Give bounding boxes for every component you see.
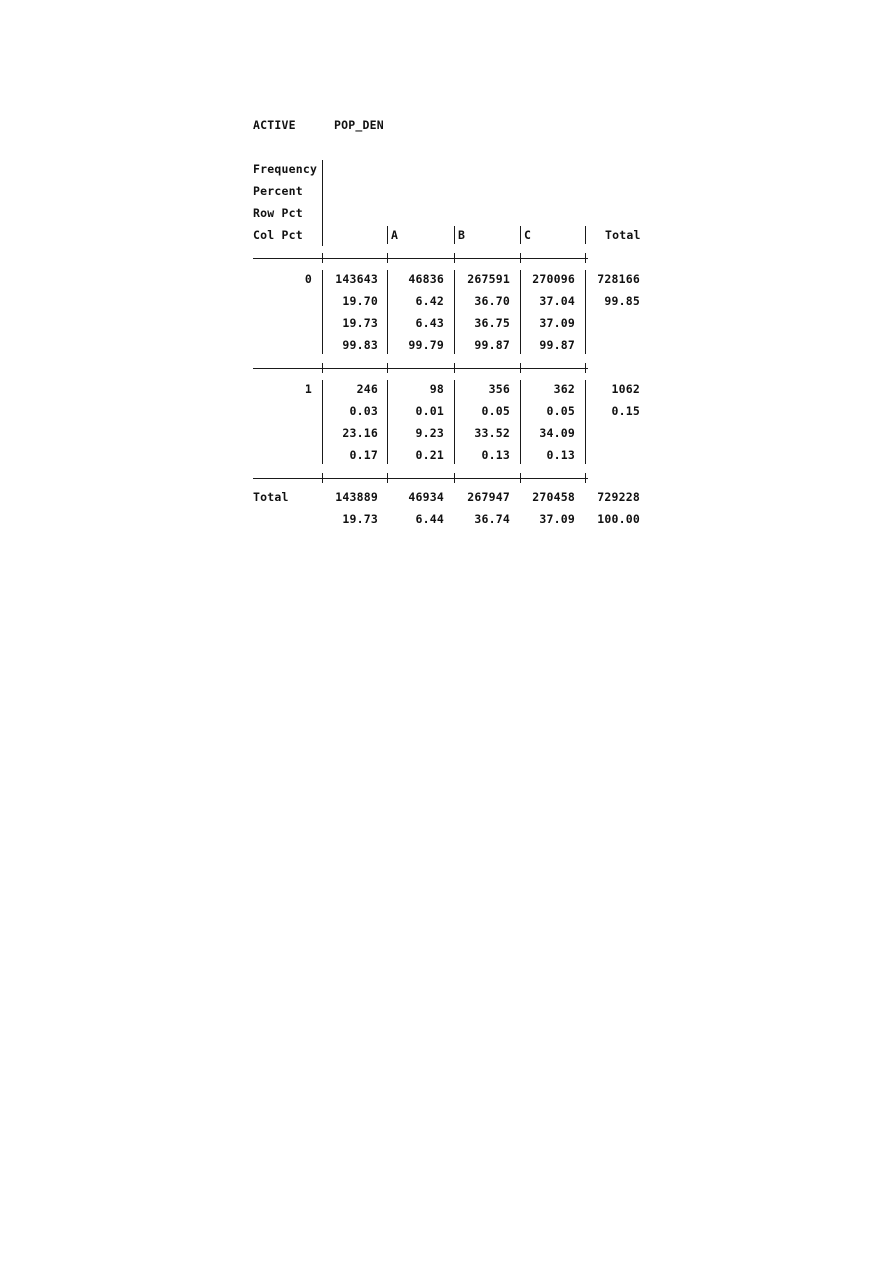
table-divider xyxy=(520,226,521,244)
column-total: 6.44 xyxy=(415,512,444,526)
column-total: 46934 xyxy=(408,490,444,504)
table-cell: 36.70 xyxy=(474,294,510,308)
row-total: 728166 xyxy=(597,272,640,286)
table-divider xyxy=(585,270,586,354)
rule-tick xyxy=(585,253,586,263)
table-cell: 0.13 xyxy=(546,448,575,462)
table-cell: 9.23 xyxy=(415,426,444,440)
total-header: Total xyxy=(605,228,641,242)
table-cell: 37.09 xyxy=(539,316,575,330)
column-header: C xyxy=(524,228,532,242)
rule-tick xyxy=(322,363,323,373)
rule-tick xyxy=(387,473,388,483)
table-divider xyxy=(454,380,455,464)
table-divider xyxy=(520,380,521,464)
table-cell: 0.05 xyxy=(546,404,575,418)
row-total: 99.85 xyxy=(604,294,640,308)
legend-label: Col Pct xyxy=(253,228,303,242)
rule-tick xyxy=(454,363,455,373)
column-total: 36.74 xyxy=(474,512,510,526)
row-total: 0.15 xyxy=(611,404,640,418)
table-cell: 0.17 xyxy=(349,448,378,462)
table-cell: 23.16 xyxy=(342,426,378,440)
row-label: 1 xyxy=(304,382,312,396)
table-cell: 270096 xyxy=(532,272,575,286)
column-header: A xyxy=(391,228,399,242)
table-cell: 6.42 xyxy=(415,294,444,308)
table-divider xyxy=(322,160,323,246)
table-divider xyxy=(322,380,323,464)
table-cell: 267591 xyxy=(467,272,510,286)
rule-tick xyxy=(454,253,455,263)
table-divider xyxy=(387,226,388,244)
grand-total: 729228 xyxy=(597,490,640,504)
rule-tick xyxy=(585,363,586,373)
table-cell: 0.05 xyxy=(481,404,510,418)
column-total: 19.73 xyxy=(342,512,378,526)
table-cell: 0.03 xyxy=(349,404,378,418)
table-cell: 34.09 xyxy=(539,426,575,440)
row-variable-name: ACTIVE xyxy=(253,118,296,132)
table-cell: 46836 xyxy=(408,272,444,286)
table-cell: 246 xyxy=(356,382,378,396)
column-total: 270458 xyxy=(532,490,575,504)
grand-total: 100.00 xyxy=(597,512,640,526)
rule-tick xyxy=(520,253,521,263)
table-rule xyxy=(253,368,588,369)
row-label: 0 xyxy=(304,272,312,286)
table-cell: 19.70 xyxy=(342,294,378,308)
table-divider xyxy=(585,380,586,464)
legend-label: Frequency xyxy=(253,162,318,176)
table-divider xyxy=(387,270,388,354)
rule-tick xyxy=(520,473,521,483)
table-cell: 0.01 xyxy=(415,404,444,418)
table-divider xyxy=(585,226,586,244)
totals-label: Total xyxy=(253,490,289,504)
column-total: 267947 xyxy=(467,490,510,504)
column-header: B xyxy=(458,228,466,242)
table-cell: 33.52 xyxy=(474,426,510,440)
rule-tick xyxy=(585,473,586,483)
rule-tick xyxy=(387,253,388,263)
table-cell: 6.43 xyxy=(415,316,444,330)
table-divider xyxy=(520,270,521,354)
row-total: 1062 xyxy=(611,382,640,396)
table-cell: 356 xyxy=(488,382,510,396)
table-cell: 99.87 xyxy=(474,338,510,352)
rule-tick xyxy=(322,473,323,483)
column-total: 37.09 xyxy=(539,512,575,526)
table-cell: 36.75 xyxy=(474,316,510,330)
legend-label: Percent xyxy=(253,184,303,198)
table-cell: 99.87 xyxy=(539,338,575,352)
table-cell: 99.83 xyxy=(342,338,378,352)
rule-tick xyxy=(520,363,521,373)
table-divider xyxy=(454,226,455,244)
table-divider xyxy=(387,380,388,464)
column-total: 143889 xyxy=(335,490,378,504)
table-cell: 98 xyxy=(429,382,444,396)
table-cell: 143643 xyxy=(335,272,378,286)
table-cell: 0.13 xyxy=(481,448,510,462)
rule-tick xyxy=(322,253,323,263)
table-rule xyxy=(253,258,588,259)
table-divider xyxy=(454,270,455,354)
table-cell: 37.04 xyxy=(539,294,575,308)
rule-tick xyxy=(454,473,455,483)
rule-tick xyxy=(387,363,388,373)
legend-label: Row Pct xyxy=(253,206,303,220)
column-variable-name: POP_DEN xyxy=(334,118,384,132)
table-cell: 0.21 xyxy=(415,448,444,462)
table-divider xyxy=(322,270,323,354)
table-cell: 99.79 xyxy=(408,338,444,352)
table-rule xyxy=(253,478,588,479)
table-cell: 362 xyxy=(553,382,575,396)
table-cell: 19.73 xyxy=(342,316,378,330)
